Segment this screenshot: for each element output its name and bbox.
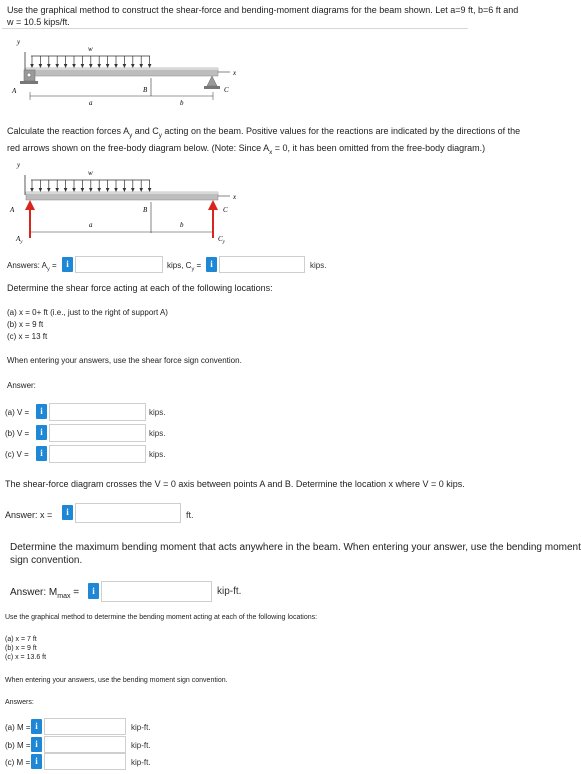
fbd-x-axis-label: x	[233, 193, 237, 201]
shear-b-unit: kips.	[149, 429, 166, 438]
load-arrow-head	[81, 188, 85, 192]
reactions-line-1	[7, 125, 567, 142]
fbd-y-axis-label: y	[17, 161, 21, 169]
moment-c-unit: kip-ft.	[131, 758, 151, 767]
load-arrow-head	[123, 64, 127, 68]
info-icon[interactable]: i	[36, 404, 47, 419]
reactions-sub-1: y	[129, 131, 133, 139]
moment-location-b: (b) x = 9 ft	[5, 645, 37, 652]
free-body-diagram	[0, 153, 260, 248]
moment-b-input[interactable]	[44, 736, 126, 753]
reaction-arrow-cy-head	[208, 200, 218, 210]
load-arrow-head	[148, 64, 152, 68]
answer-cy-label	[167, 260, 201, 276]
info-icon[interactable]: i	[62, 505, 73, 520]
load-arrow-head	[47, 64, 51, 68]
ground-c	[204, 86, 220, 89]
load-arrow-head	[114, 64, 118, 68]
cy-input[interactable]	[219, 256, 305, 273]
beam-figure	[0, 30, 260, 118]
zero-unit: ft.	[186, 510, 194, 520]
load-arrow-head	[131, 188, 135, 192]
mmax-input[interactable]	[101, 581, 212, 602]
shear-c-input[interactable]	[49, 445, 146, 463]
fbd-load-label: w	[88, 169, 93, 177]
fbd-label-b-point: B	[143, 206, 148, 214]
reactions-text-3: acting on the beam. Positive values for the reactions are indicated by the directions of the	[161, 126, 521, 136]
reactions-text-2: and C	[132, 126, 159, 136]
moment-row-c-label: (c) M =	[5, 758, 31, 767]
fbd-beam-highlight	[26, 192, 218, 194]
info-icon[interactable]: i	[36, 446, 47, 461]
load-arrow-head	[123, 188, 127, 192]
load-arrow-head	[30, 188, 34, 192]
shear-location-b: (b) x = 9 ft	[7, 320, 44, 329]
cy-label-sub: y	[191, 266, 195, 273]
load-arrow-head	[139, 64, 143, 68]
x-axis-label: x	[233, 69, 237, 77]
problem-line-2: w = 10.5 kips/ft.	[7, 17, 70, 27]
fbd-distributed-load-arrows	[30, 180, 151, 192]
mmax-line-2: sign convention.	[10, 555, 83, 566]
load-arrow-head	[30, 64, 34, 68]
label-b-point: B	[143, 86, 148, 94]
load-arrow-head	[106, 64, 110, 68]
mmax-question	[10, 541, 581, 567]
mmax-answer-label	[10, 586, 79, 603]
answer-ay-label	[7, 260, 57, 276]
label-c: C	[224, 86, 229, 94]
info-icon[interactable]: i	[31, 737, 42, 752]
moment-row-a-label: (a) M =	[5, 723, 31, 732]
shear-c-unit: kips.	[149, 450, 166, 459]
reaction-label-ay: $A_y$	[16, 235, 23, 245]
moment-b-unit: kip-ft.	[131, 741, 151, 750]
mmax-line-1: Determine the maximum bending moment that acts anywhere in the beam. When entering your answer, use the bending moment	[10, 542, 581, 553]
load-arrow-head	[89, 64, 93, 68]
load-arrow-head	[64, 64, 68, 68]
info-icon[interactable]: i	[206, 257, 217, 272]
mmax-label-sub: max	[57, 593, 71, 600]
shear-locations	[7, 307, 168, 343]
load-arrow-head	[148, 188, 152, 192]
load-label: w	[88, 45, 93, 53]
shear-location-a: (a) x = 0+ ft (i.e., just to the right of support A)	[7, 308, 168, 317]
load-arrow-head	[106, 188, 110, 192]
ay-input[interactable]	[75, 256, 163, 273]
load-arrow-head	[72, 188, 76, 192]
load-arrow-head	[47, 188, 51, 192]
reactions-text-5: = 0, it has been omitted from the free-body diagram.)	[272, 142, 486, 153]
moment-locations	[5, 635, 46, 662]
dimension-b: b	[180, 99, 184, 107]
moment-c-input[interactable]	[44, 753, 126, 770]
load-arrow-head	[97, 188, 101, 192]
load-arrow-head	[55, 64, 59, 68]
divider	[2, 28, 468, 29]
pin-a-icon	[27, 73, 31, 77]
load-arrow-head	[139, 188, 143, 192]
ay-label-eq: =	[49, 261, 57, 270]
ay-label-sub: y	[47, 266, 50, 273]
load-arrow-head	[55, 188, 59, 192]
roller-support-c	[207, 76, 217, 86]
moment-location-c: (c) x = 13.6 ft	[5, 654, 47, 661]
load-arrow-head	[81, 64, 85, 68]
fbd-label-a: A	[10, 206, 15, 214]
fbd-label-c: C	[223, 206, 228, 214]
reaction-label-cy: $C_y$	[218, 235, 225, 245]
distributed-load-arrows	[30, 56, 151, 68]
zero-crossing-question: The shear-force diagram crosses the V = 0 axis between points A and B. Determine the location x where V = 0 kips.	[5, 479, 465, 489]
reactions-text-4: red arrows shown on the free-body diagram below. (Note: Since A	[7, 142, 270, 153]
problem-statement	[7, 4, 567, 28]
dimension-a: a	[89, 99, 93, 107]
ground-a	[20, 81, 38, 84]
info-icon[interactable]: i	[31, 754, 42, 769]
load-arrow-head	[131, 64, 135, 68]
mmax-label-text: Answer: M	[10, 587, 58, 598]
info-icon[interactable]: i	[62, 257, 73, 272]
moment-a-input[interactable]	[44, 718, 126, 735]
mmax-label-eq: =	[70, 587, 80, 598]
moment-answer-label: Answers:	[5, 699, 34, 706]
shear-location-c: (c) x = 13 ft	[7, 332, 48, 341]
shear-heading: Determine the shear force acting at each of the following locations:	[7, 283, 273, 293]
shear-answer-label: Answer:	[7, 381, 36, 390]
shear-row-a-label: (a) V =	[5, 408, 30, 417]
load-arrow-head	[39, 188, 43, 192]
cy-label-eq: =	[194, 261, 202, 270]
moment-row-b-label: (b) M =	[5, 741, 31, 750]
load-arrow-head	[64, 188, 68, 192]
shear-a-input[interactable]	[49, 403, 146, 421]
reactions-text-1: Calculate the reaction forces A	[7, 126, 130, 136]
load-arrow-head	[72, 64, 76, 68]
fbd-dimension-b: b	[180, 221, 184, 229]
ay-label-text: Answers: A	[7, 261, 48, 270]
fbd-dimension-a: a	[89, 221, 93, 229]
moment-location-a: (a) x = 7 ft	[5, 636, 37, 643]
moment-convention: When entering your answers, use the bending moment sign convention.	[5, 677, 228, 684]
reaction-arrow-ay-head	[25, 200, 35, 210]
reactions-sub-2: y	[158, 131, 162, 139]
info-icon[interactable]: i	[36, 425, 47, 440]
shear-row-b-label: (b) V =	[5, 429, 30, 438]
shear-a-unit: kips.	[149, 408, 166, 417]
mmax-unit: kip-ft.	[217, 586, 242, 597]
shear-b-input[interactable]	[49, 424, 146, 442]
label-a: A	[12, 87, 17, 95]
load-arrow-head	[114, 188, 118, 192]
problem-line-1: Use the graphical method to construct the shear-force and bending-moment diagrams for the beam shown. Let a=9 ft, b=6 ft and	[7, 5, 519, 15]
zero-x-input[interactable]	[75, 503, 181, 523]
load-arrow-head	[39, 64, 43, 68]
moment-heading: Use the graphical method to determine the bending moment acting at each of the following locations:	[5, 614, 318, 621]
reactions-sub-3: x	[269, 148, 273, 156]
shear-convention: When entering your answers, use the shear force sign convention.	[7, 356, 242, 365]
info-icon[interactable]: i	[31, 719, 42, 734]
moment-a-unit: kip-ft.	[131, 723, 151, 732]
cy-unit: kips.	[310, 261, 327, 270]
shear-row-c-label: (c) V =	[5, 450, 29, 459]
load-arrow-head	[89, 188, 93, 192]
info-icon[interactable]: i	[88, 583, 99, 599]
y-axis-label: y	[17, 38, 21, 46]
beam-highlight	[26, 68, 218, 70]
cy-label-text: kips, C	[167, 261, 192, 270]
zero-answer-label: Answer: x =	[5, 510, 53, 520]
load-arrow-head	[97, 64, 101, 68]
